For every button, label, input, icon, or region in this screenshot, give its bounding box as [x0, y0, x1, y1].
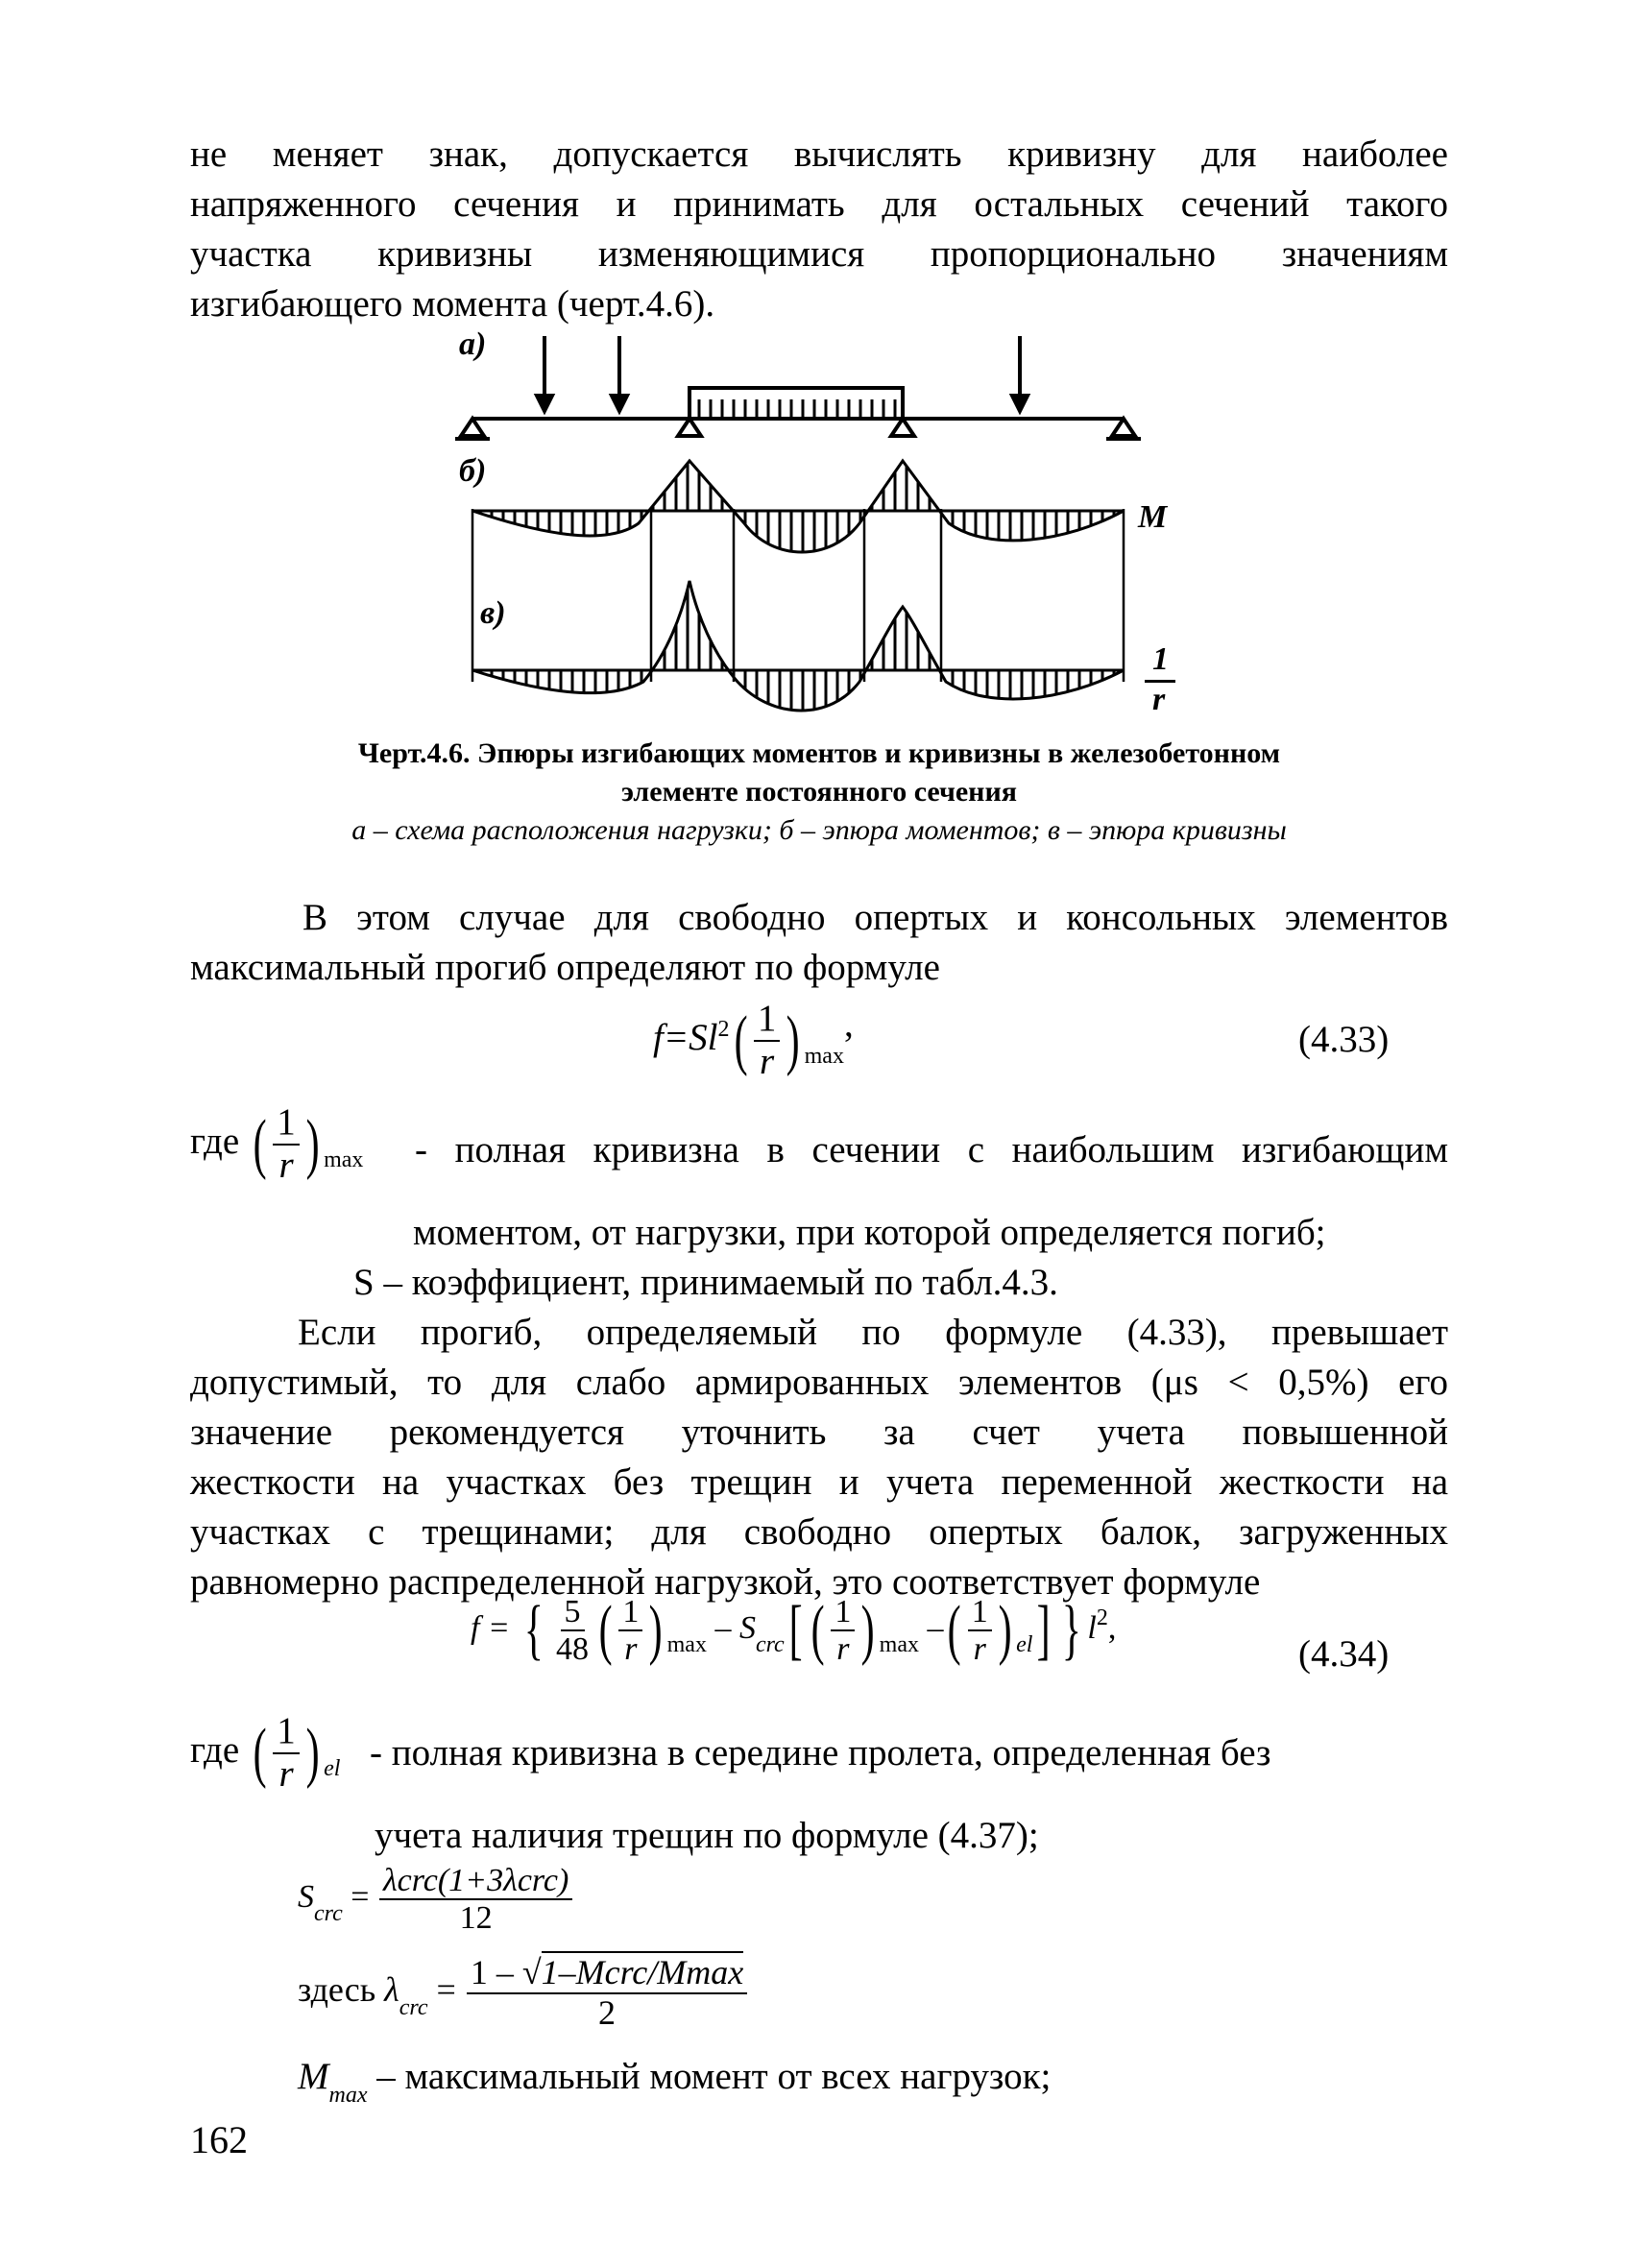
text-line: - полная кривизна в сечении с наибольшим изгибающим	[415, 1129, 1448, 1170]
where-sub: max	[324, 1146, 364, 1172]
text-line: В этом случае для свободно опертых и консольных элементов	[302, 897, 1448, 938]
lambda-eq: =	[436, 1969, 456, 2009]
where-den: r	[278, 1752, 294, 1795]
mmax-text: – максимальный момент от всех нагрузок;	[376, 2056, 1052, 2097]
figure-label-curv-den: r	[1152, 682, 1166, 717]
lambda-den: 2	[598, 1992, 617, 2032]
scrc-eq: =	[351, 1879, 370, 1916]
eq-comma: ,	[1107, 1610, 1117, 1647]
text-line: изгибающего момента (черт.4.6).	[190, 283, 715, 325]
curvature-diagram	[472, 581, 1124, 711]
eq-sup: 2	[1096, 1605, 1108, 1631]
eq-f: f =	[471, 1610, 510, 1647]
lambda-sub: crc	[399, 1994, 428, 2020]
eq-minus-s: – S	[714, 1610, 756, 1647]
lambda-symbol: λ	[384, 1969, 399, 2009]
lambda-word: здесь	[298, 1969, 376, 2009]
text-line: Если прогиб, определяемый по формуле (4.33), превышает	[298, 1312, 1448, 1353]
eq-den: r	[624, 1631, 638, 1668]
text-line: не меняет знак, допускается вычислять кривизну для наиболее	[190, 133, 1448, 175]
equation-number-4-34: (4.34)	[1298, 1633, 1390, 1675]
eq-sub: max	[879, 1632, 919, 1658]
mmax-sub: max	[328, 2083, 368, 2108]
figure-caption-title-2: элементе постоянного сечения	[621, 776, 1017, 808]
page-number: 162	[190, 2118, 248, 2161]
text-line: участках с трещинами; для свободно опертых балок, загруженных	[190, 1511, 1448, 1553]
text-line: - полная кривизна в середине пролета, определенная без	[370, 1732, 1271, 1773]
scrc-den: 12	[459, 1900, 493, 1937]
where-block-2: где ( $\frac{1}{r}$ ) $_{el}$	[190, 1710, 341, 1795]
where-word: где	[190, 1120, 240, 1162]
eq-num: 5	[561, 1594, 585, 1631]
eq-num: 1	[618, 1594, 642, 1631]
text-line: моментом, от нагрузки, при которой определяется погиб;	[413, 1212, 1326, 1253]
where-den: r	[278, 1144, 294, 1186]
eq-sup: 2	[717, 1016, 730, 1042]
eq-lhs: f=Sl	[653, 1016, 718, 1058]
where-word: где	[190, 1728, 240, 1771]
where-num: 1	[273, 1711, 300, 1754]
text-line: учета наличия трещин по формуле (4.37);	[375, 1815, 1039, 1856]
lambda-num-b: 1–Mcrc/Mmax	[541, 1953, 744, 1991]
text-line: допустимый, то для слабо армированных элементов (μs < 0,5%) его	[190, 1362, 1448, 1403]
figure-caption-title-1: Черт.4.6. Эпюры изгибающих моментов и кривизны в железобетонном	[357, 737, 1281, 769]
figure-label-a: а)	[459, 326, 487, 362]
equation-number-4-33: (4.33)	[1298, 1019, 1390, 1060]
eq-sub: max	[804, 1043, 844, 1069]
eq-den: r	[836, 1631, 850, 1668]
text-line: напряженного сечения и принимать для остальных сечений такого	[190, 183, 1448, 225]
lambda-formula: здесь $\lambda_{crc}$ = $\frac{\text{1 – √1–Mcrc/Mmax}}{2}$	[298, 1954, 749, 2032]
figure-label-curv-num: 1	[1152, 641, 1169, 677]
text-line: жесткости на участках без трещин и учета переменной жесткости на	[190, 1461, 1448, 1503]
mmax-line	[298, 2055, 1051, 2109]
text-line: равномерно распределенной нагрузкой, это соответствует формуле	[190, 1561, 1261, 1603]
figure-label-b: б)	[459, 453, 487, 489]
beam-diagram	[451, 326, 1181, 730]
scrc-formula	[298, 1863, 574, 1937]
figure-caption-subtitle: а – схема расположения нагрузки; б – эпюра моментов; в – эпюра кривизны	[351, 814, 1287, 846]
equation-4-33: $f=Sl^2$( $\frac{1}{r}$ ) $_{max}$,	[653, 998, 854, 1082]
scrc-s: S	[298, 1879, 314, 1916]
scrc-num: λcrc(1+3λcrc)	[379, 1863, 572, 1900]
figure-label-m: М	[1138, 499, 1168, 535]
eq-den: r	[973, 1631, 986, 1668]
where-num: 1	[273, 1102, 300, 1146]
paragraph-3	[190, 1358, 1448, 1607]
text-line: значение рекомендуется уточнить за счет учета повышенной	[190, 1411, 1448, 1453]
eq-sub: crc	[755, 1632, 785, 1658]
eq-l: l	[1087, 1610, 1097, 1647]
top-paragraph	[190, 130, 1448, 329]
eq-den: r	[759, 1040, 775, 1082]
eq-comma: ,	[843, 1002, 854, 1045]
eq-den: 48	[556, 1631, 589, 1668]
eq-num: 1	[831, 1594, 855, 1631]
text-line: максимальный прогиб определяют по формуле	[190, 947, 940, 988]
moment-diagram	[472, 461, 1124, 552]
eq-sub: max	[666, 1632, 707, 1658]
figure-label-v: в)	[480, 595, 506, 631]
equation-4-34: f = { $\frac{5}{48}$ ( $\frac{1}{r}$ ) $_{max} - S_{crc}$[ ( $\frac{1}{r}$ ) $_{max}$ –( $\frac{1}{r}$ ) $_{el}$] } $l^2$,	[471, 1593, 1117, 1668]
eq-minus: –	[927, 1610, 944, 1647]
text-line: S – коэффициент, принимаемый по табл.4.3.	[353, 1262, 1058, 1303]
text-line: участка кривизны изменяющимися пропорционально значениям	[190, 233, 1448, 275]
where-sub: el	[324, 1755, 341, 1781]
lambda-num-a: 1 –	[470, 1953, 514, 1991]
mmax-m: M	[298, 2056, 329, 2097]
eq-sub: el	[1016, 1632, 1033, 1658]
scrc-sub: crc	[314, 1901, 343, 1927]
where-block-1: где ( $\frac{1}{r}$ ) $_{max}$	[190, 1101, 364, 1186]
eq-num: 1	[968, 1594, 992, 1631]
eq-num: 1	[754, 999, 781, 1042]
supports	[455, 419, 1141, 439]
